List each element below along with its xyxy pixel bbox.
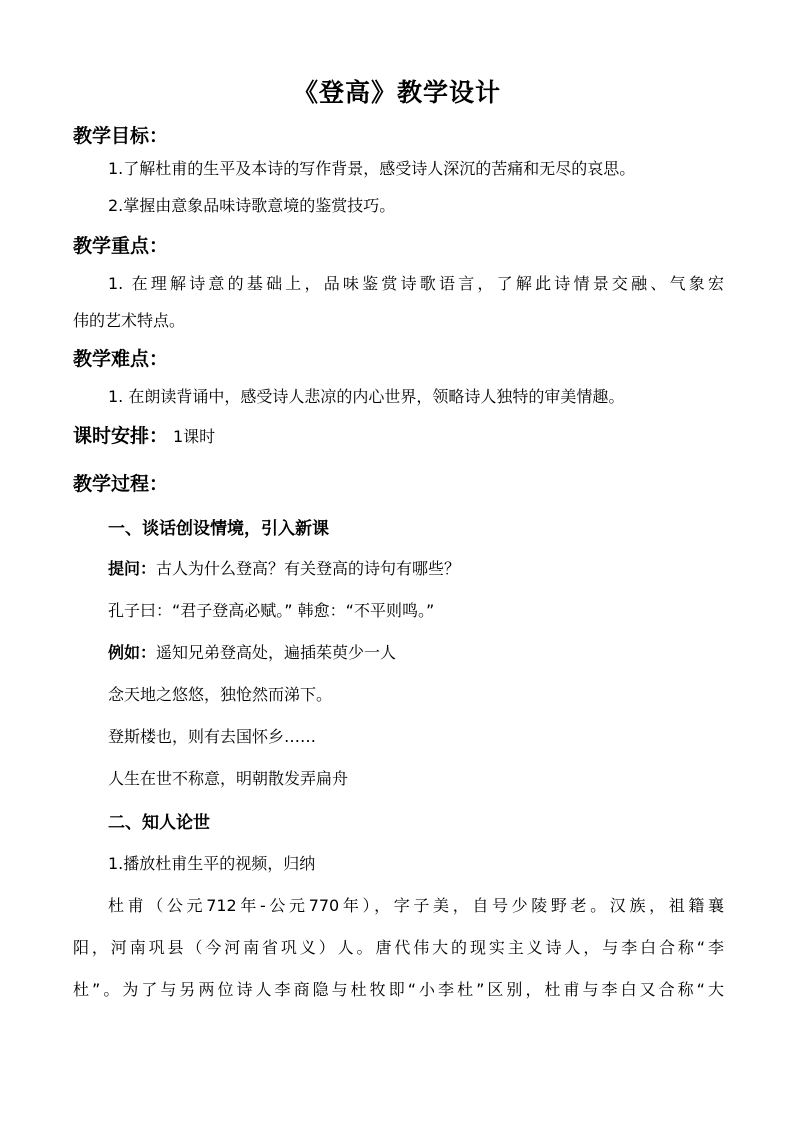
goals-heading: 教学目标： bbox=[73, 125, 169, 147]
bio-line-2: 阳，河南巩县（今河南省巩义）人。唐代伟大的现实主义诗人，与李白合称“李 bbox=[73, 938, 724, 957]
example-text: 遥知兄弟登高处，遍插茱萸少一人 bbox=[156, 643, 397, 662]
goal-item-2: 2.掌握由意象品味诗歌意境的鉴赏技巧。 bbox=[108, 196, 396, 215]
key-point-line-1: 1. 在理解诗意的基础上，品味鉴赏诗歌语言，了解此诗情景交融、气象宏 bbox=[108, 274, 724, 293]
document-title: 《登高》教学设计 bbox=[292, 78, 501, 107]
key-point-line-2: 伟的艺术特点。 bbox=[73, 311, 186, 330]
section-2-sub: 1.播放杜甫生平的视频，归纳 bbox=[108, 854, 316, 873]
poem-line-b: 登斯楼也，则有去国怀乡…… bbox=[108, 727, 317, 746]
bio-line-1: 杜甫（公元712年-公元770年），字子美，自号少陵野老。汉族，祖籍襄 bbox=[108, 896, 724, 915]
section-1-heading: 一、谈话创设情境，引入新课 bbox=[108, 519, 329, 539]
example-line bbox=[108, 640, 396, 663]
example-label: 例如： bbox=[108, 643, 157, 662]
section-2-heading: 二、知人论世 bbox=[108, 813, 210, 833]
difficulties-heading: 教学难点： bbox=[73, 348, 169, 370]
bio-line-3: 杜”。为了与另两位诗人李商隐与杜牧即“小李杜”区别，杜甫与李白又合称“大 bbox=[73, 980, 724, 999]
question-text: 古人为什么登高？有关登高的诗句有哪些？ bbox=[156, 559, 461, 578]
process-heading: 教学过程： bbox=[73, 473, 169, 495]
schedule-heading: 课时安排： bbox=[73, 425, 169, 447]
poem-line-a: 念天地之悠悠，独怆然而涕下。 bbox=[108, 685, 333, 704]
difficulty-line-1: 1. 在朗读背诵中，感受诗人悲凉的内心世界，领略诗人独特的审美情趣。 bbox=[108, 387, 625, 406]
key-points-heading: 教学重点： bbox=[73, 235, 169, 257]
quote-line: 孔子曰：“君子登高必赋。” 韩愈：“不平则鸣。” bbox=[108, 601, 435, 620]
question-label: 提问： bbox=[108, 559, 157, 578]
poem-line-c: 人生在世不称意，明朝散发弄扁舟 bbox=[108, 769, 349, 788]
question-line bbox=[108, 556, 460, 579]
schedule-value: 1课时 bbox=[173, 427, 216, 446]
goal-item-1: 1.了解杜甫的生平及本诗的写作背景，感受诗人深沉的苦痛和无尽的哀思。 bbox=[108, 159, 636, 178]
